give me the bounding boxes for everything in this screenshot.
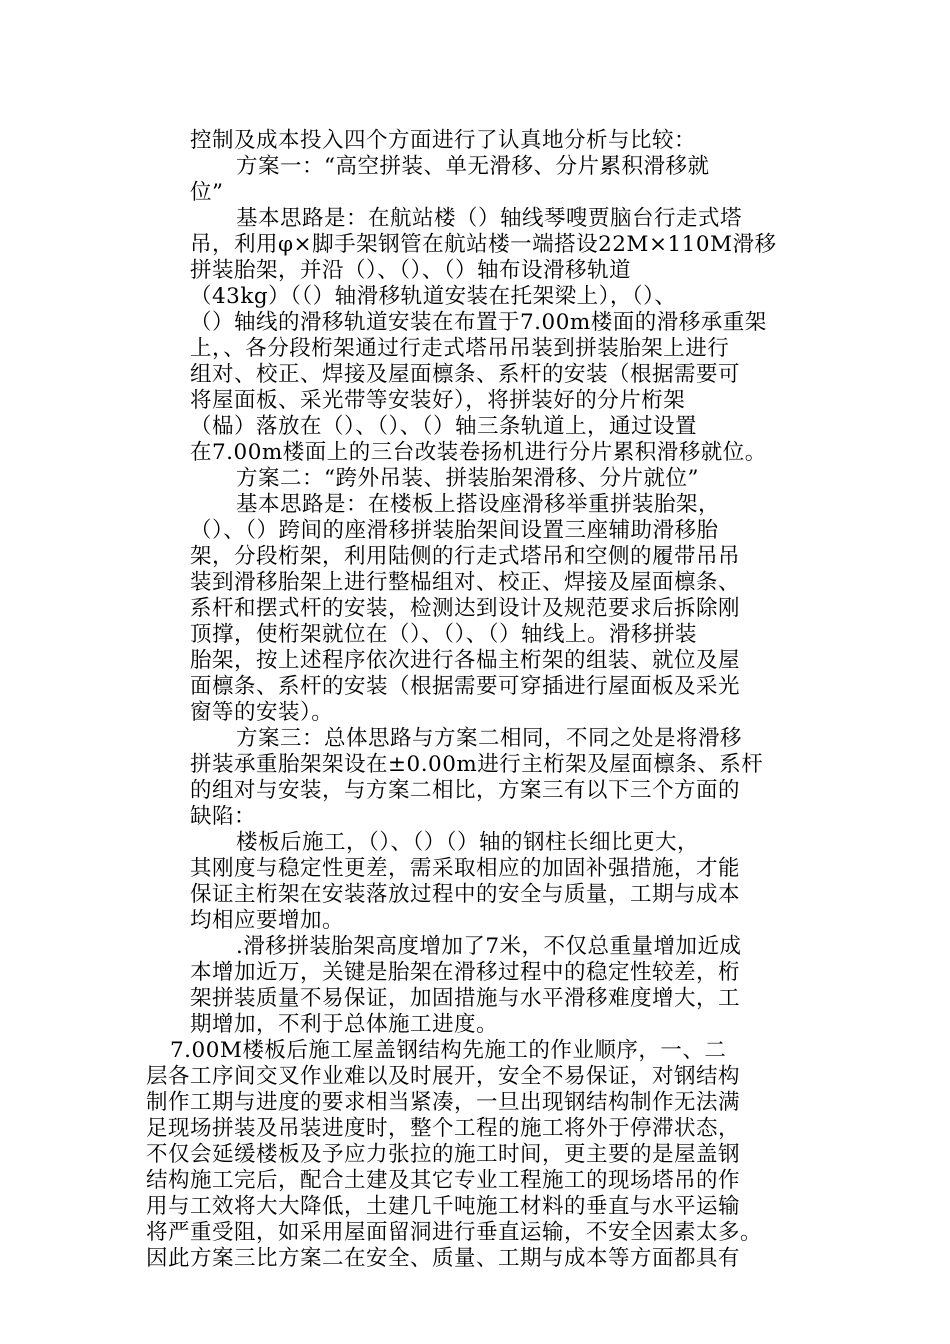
text-line: 拼装胎架，并沿（）、（）、（）轴布设滑移轨道 <box>190 258 632 283</box>
text-line: 期增加，不利于总体施工进度。 <box>190 1012 499 1037</box>
text-line: 将屋面板、采光带等安装好），将拼装好的分片桁架 <box>190 388 686 413</box>
text-line: 组对、校正、焊接及屋面檩条、系杆的安装（根据需要可 <box>190 362 741 387</box>
text-line: 系杆和摆式杆的安装，检测达到设计及规范要求后拆除刚 <box>190 596 741 621</box>
text-line: 因此方案三比方案二在安全、质量、工期与成本等方面都具有 <box>146 1246 741 1271</box>
text-line: 本增加近万，关键是胎架在滑移过程中的稳定性较差，桁 <box>190 960 741 985</box>
text-line: 制作工期与进度的要求相当紧凑，一旦出现钢结构制作无法满 <box>146 1090 741 1115</box>
text-line: 足现场拼装及吊装进度时，整个工程的施工将外于停滞状态， <box>146 1116 741 1141</box>
text-line: 层各工序间交叉作业难以及时展开，安全不易保证，对钢结构 <box>146 1064 741 1089</box>
text-line: 楼板后施工，（）、（）（）轴的钢柱长细比更大， <box>236 830 700 855</box>
text-line: 顶撑，使桁架就位在（）、（）、（）轴线上。滑移拼装 <box>190 622 698 647</box>
text-line: 将严重受阻，如采用屋面留洞进行垂直运输，不安全因素太多。 <box>146 1220 763 1245</box>
text-line: 缺陷： <box>190 804 257 829</box>
text-line: 基本思路是：在航站楼（）轴线琴嗖贾脑台行走式塔 <box>236 206 743 231</box>
text-line: 结构施工完后，配合土建及其它专业工程施工的现场塔吊的作 <box>146 1168 741 1193</box>
text-line: （榀）落放在（）、（）、（）轴三条轨道上，通过设置 <box>190 414 698 439</box>
text-line: .滑移拼装胎架高度增加了7米，不仅总重量增加近成 <box>236 934 742 959</box>
text-line: 其刚度与稳定性更差，需采取相应的加固补强措施，才能 <box>190 856 741 881</box>
text-line: 保证主桁架在安装落放过程中的安全与质量，工期与成本 <box>190 882 741 907</box>
text-line: 面檩条、系杆的安装（根据需要可穿插进行屋面板及采光 <box>190 674 741 699</box>
text-line: 拼装承重胎架架设在±0.00m进行主桁架及屋面檩条、系杆 <box>190 752 764 777</box>
text-line: 位” <box>190 180 224 205</box>
text-line: （）轴线的滑移轨道安装在布置于7.00m楼面的滑移承重架 <box>190 310 767 335</box>
text-line: 的组对与安装，与方案二相比，方案三有以下三个方面的 <box>190 778 741 803</box>
text-line: 用与工效将大大降低，土建几千吨施工材料的垂直与水平运输 <box>146 1194 741 1219</box>
scheme-one-heading: 方案一：“高空拼装、单无滑移、分片累积滑移就 <box>236 154 710 179</box>
text-line: 控制及成本投入四个方面进行了认真地分析与比较： <box>190 128 697 153</box>
text-line: 7.00M楼板后施工屋盖钢结构先施工的作业顺序，一、二 <box>170 1038 727 1063</box>
text-line: 装到滑移胎架上进行整榀组对、校正、焊接及屋面檩条、 <box>190 570 741 595</box>
text-line: 均相应要增加。 <box>190 908 345 933</box>
text-line: 上，、各分段桁架通过行走式塔吊吊装到拼装胎架上进行 <box>190 336 730 361</box>
scheme-two-heading: 方案二：“跨外吊装、拼装胎架滑移、分片就位” <box>236 466 699 491</box>
text-line: 架，分段桁架，利用陆侧的行走式塔吊和空侧的履带吊吊 <box>190 544 741 569</box>
text-line: 不仅会延缓楼板及予应力张拉的施工时间，更主要的是屋盖钢 <box>146 1142 741 1167</box>
text-line: 基本思路是：在楼板上搭设座滑移举重拼装胎架， <box>236 492 721 517</box>
text-line: 胎架，按上述程序依次进行各榀主桁架的组装、就位及屋 <box>190 648 741 673</box>
text-line: （）、（）跨间的座滑移拼装胎架间设置三座辅助滑移胎 <box>190 518 719 543</box>
text-line: 架拼装质量不易保证，加固措施与水平滑移难度增大，工 <box>190 986 741 1011</box>
text-line: 吊，利用φ×脚手架钢管在航站楼一端搭设22M×110M滑移 <box>190 232 777 257</box>
text-line: 窗等的安装）。 <box>190 700 334 725</box>
scheme-three-heading: 方案三：总体思路与方案二相同，不同之处是将滑移 <box>236 726 743 751</box>
text-line: 在7.00m楼面上的三台改装卷扬机进行分片累积滑移就位。 <box>190 440 767 465</box>
text-line: （43kg）（（）轴滑移轨道安装在托架梁上），（）、 <box>190 284 677 309</box>
